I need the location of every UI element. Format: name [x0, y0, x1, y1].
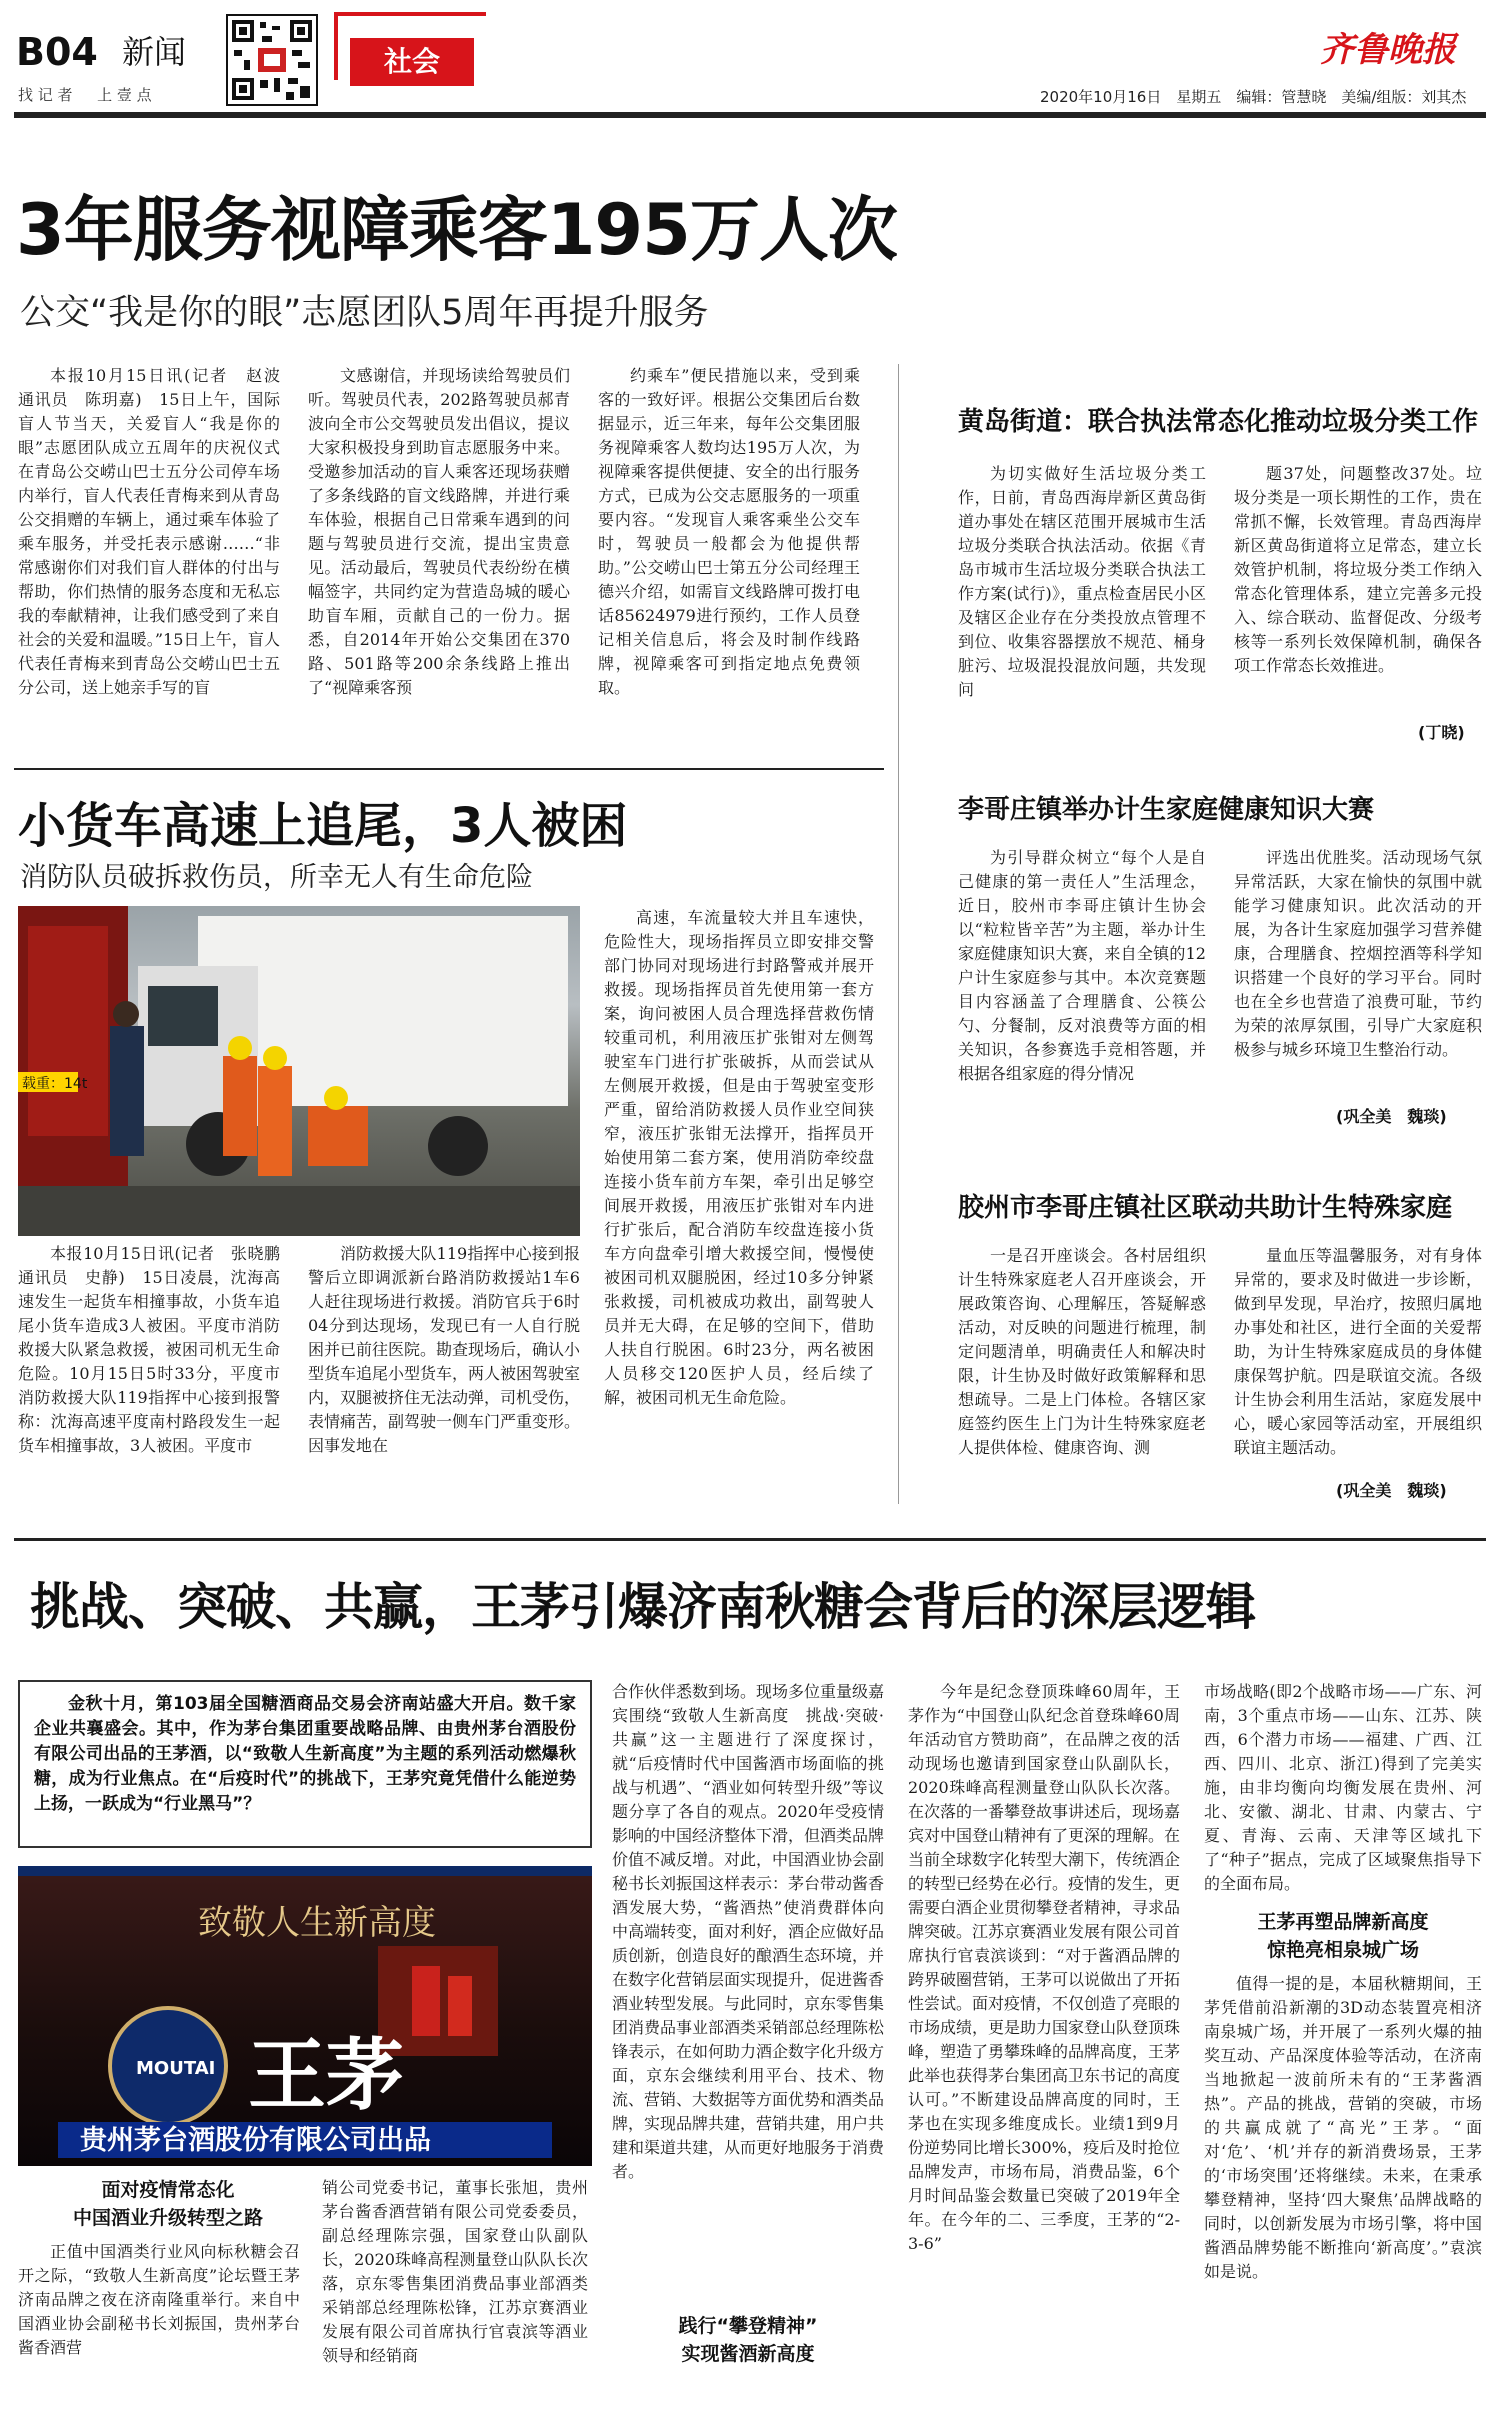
article6-col3: 今年是纪念登顶珠峰60周年，王茅作为“中国登山队纪念首登珠峰60周年活动官方赞助商”，在品牌之夜的活动现场也邀请到国家登山队副队长，2020珠峰高程测量登山队队长次落。在次落的一番攀登故事讲述后，现场嘉宾对中国登山精神有了更深的理解。在当前全球数字化转型大潮下，传统酒企的转型已经势在必行。疫情的发生，更需要白酒企业贯彻攀登者精神，寻求品牌突破。江苏京赛酒业发展有限公司首席执行官袁滨谈到：“对于酱酒品牌的跨界破圈营销，王茅可以说做出了开拓性尝试。面对疫情，不仅创造了亮眼的市场成绩，更是助力国家登山队登顶珠峰，塑造了勇攀珠峰的品牌高度，王茅此举也获得茅台集团高卫东书记的高度认可。”不断建设品牌高度的同时，王茅也在实现多维度成长。业绩1到9月份逆势同比增长300%，疫后及时抢位品牌发声，市场布局，消费品鉴，6个月时间品鉴会数量已突破了2019年全年。在今年的二、三季度，王茅的“2-3-6”	[908, 1682, 1181, 2253]
article4-col1: 为引导群众树立“每个人是自己健康的第一责任人”生活理念，近日，胶州市李哥庄镇计生协会以“粒粒皆辛苦”为主题，举办计生家庭健康知识大赛，来自全镇的12户计生家庭参与其中。本次竞赛题目内容涵盖了合理膳食、公筷公勺、分餐制，反对浪费等方面的相关知识，各参赛选手竞相答题，并根据各组家庭的得分情况	[958, 848, 1206, 1083]
article5-headline: 胶州市李哥庄镇社区联动共助计生特殊家庭	[958, 1193, 1453, 1223]
article6-headline: 挑战、突破、共赢，王茅引爆济南秋糖会背后的深层逻辑	[30, 1578, 1255, 1636]
article6-sub1-text: 正值中国酒类行业风向标秋糖会召开之际，“致敬人生新高度”论坛暨王茅济南品牌之夜在济南隆重举行。来自中国酒业协会副秘书长刘振国，贵州茅台酱香酒营	[18, 2242, 300, 2357]
article2-col2: 题37处，问题整改37处。垃圾分类是一项长期性的工作，贵在常抓不懈，长效管理。青岛西海岸新区黄岛街道将立足常态，建立长效管护机制，将垃圾分类工作纳入常态化管理体系，建立完善多元投入、综合联动、监督促改、分级考核等一系列长效保障机制，确保各项工作常态长效推进。	[1234, 464, 1482, 675]
article5-credit: (巩全美 魏琰)	[1336, 1481, 1447, 1500]
article1-col3: 约乘车”便民措施以来，受到乘客的一致好评。根据公交集团后台数据显示，近三年来，每年公交集团服务视障乘客人数均达195万人次，为视障乘客提供便捷、安全的出行服务方式，已成为公交志愿服务的一项重要内容。“发现盲人乘客乘坐公交车时，驾驶员一般都会为他提供帮助。”公交崂山巴士第五分公司经理王德兴介绍，如需盲文线路牌可拨打电话85624979进行预约，工作人员登记相关信息后，将会及时制作线路牌，视障乘客可到指定地点免费领取。	[598, 366, 860, 697]
article6-col4: 值得一提的是，本届秋糖期间，王茅凭借前沿新潮的3D动态装置亮相济南泉城广场，并开展了一系列火爆的抽奖互动、产品深度体验等活动，在济南当地掀起一波前所未有的“王茅酱酒热”。产品的挑战，营销的突破，市场的共赢成就了“高光”王茅。“面对‘危’、‘机’并存的新消费场景，王茅的‘市场突围’还将继续。未来，在秉承攀登精神，坚持‘四大聚焦’品牌战略的同时，以创新发展为市场引擎，将中国酱酒品牌势能不断推向‘新高度’。”袁滨如是说。	[1204, 1974, 1482, 2281]
date-line: 2020年10月16日 星期五 编辑：管慧晓 美编/组版：刘其杰	[1040, 88, 1467, 106]
feature-rule	[14, 1538, 1486, 1541]
column-tag: 社会	[350, 38, 474, 86]
article2-credit: (丁晓)	[1418, 723, 1465, 742]
svg-text:MOUTAI: MOUTAI	[136, 2058, 216, 2079]
article2-headline: 黄岛街道：联合执法常态化推动垃圾分类工作	[958, 407, 1479, 437]
article2-col1: 为切实做好生活垃圾分类工作，日前，青岛西海岸新区黄岛街道办事处在辖区范围开展城市生活垃圾分类联合执法活动。依据《青岛市城市生活垃圾分类联合执法工作方案(试行)》，重点检查居民小区及辖区企业存在分类投放点管理不到位、收集容器摆放不规范、桶身脏污、垃圾混投混放问题，共发现问	[958, 464, 1206, 699]
article4-credit: (巩全美 魏琰)	[1336, 1107, 1447, 1126]
photo-brand-text: 王茅	[248, 2030, 405, 2121]
article6-sub3: 王茅再塑品牌新高度 惊艳亮相泉城广场	[1257, 1911, 1429, 1961]
article6-col4-top: 市场战略(即2个战略市场——广东、河南，3个重点市场——山东、江苏、陕西，6个潜力市场——福建、广西、江西、四川、北京、浙江)得到了完美实施，由非均衡向均衡发展在贵州、河北、安徽、湖北、甘肃、内蒙古、宁夏、青海、云南、天津等区域扎下了“种子”据点，完成了区域聚焦指导下的全面布局。	[1204, 1682, 1482, 1893]
article6-sub1: 面对疫情常态化 中国酒业升级转型之路	[72, 2179, 263, 2229]
article6-intro-box	[18, 1680, 592, 1848]
article1-headline: 3年服务视障乘客195万人次	[16, 189, 897, 271]
article6-sub2: 践行“攀登精神” 实现酱酒新高度	[678, 2315, 818, 2365]
page-number: B04	[16, 30, 98, 74]
column-divider	[898, 364, 899, 1504]
photo-banner-text: 致敬人生新高度	[198, 1903, 436, 1943]
photo-company-text: 贵州茅台酒股份有限公司出品	[80, 2125, 431, 2156]
article4-headline: 李哥庄镇举办计生家庭健康知识大赛	[958, 795, 1375, 825]
article5-col2: 量血压等温馨服务，对有身体异常的，要求及时做进一步诊断，做到早发现，早治疗，按照归属地办事处和社区，进行全面的关爱帮助，为计生特殊家庭成员的身体健康保驾护航。四是联谊交流。各级计生协会利用生活站，家庭发展中心，暖心家园等活动室，开展组织联谊主题活动。	[1234, 1246, 1482, 1457]
slogan: 找 记 者 上 壹 点	[18, 86, 152, 104]
accident-photo	[18, 906, 580, 1236]
article1-col2: 文感谢信，并现场读给驾驶员们听。驾驶员代表，202路驾驶员郝青波向全市公交驾驶员发出倡议，提议大家积极投身到助盲志愿服务中来。受邀参加活动的盲人乘客还现场获赠了多条线路的盲文线路牌，并进行乘车体验，根据自己日常乘车遇到的问题与驾驶员进行交流，提出宝贵意见。活动最后，驾驶员代表纷纷在横幅签字，共同约定为营造岛城的暖心助盲车厢，贡献自己的一份力。据悉，自2014年开始公交集团在370路、501路等200余条线路上推出了“视障乘客预	[308, 366, 570, 697]
article1-col1: 本报10月15日讯(记者 赵波 通讯员 陈玥嘉) 15日上午，国际盲人节当天，关爱盲人“我是你的眼”志愿团队成立五周年的庆祝仪式在青岛公交崂山巴士五分公司停车场内举行，盲人代表任青梅来到从青岛公交捐赠的车辆上，通过乘车体验了乘车服务，并受托表示感谢……“非常感谢你们对我们盲人群体的付出与帮助，你们热情的服务态度和无私忘我的奉献精神，让我们感受到了来自社会的关爱和温暖。”15日上午，盲人代表任青梅来到青岛公交崂山巴士五分公司，送上她亲手写的盲	[18, 366, 297, 697]
article6-col2-top: 销公司党委书记，董事长张旭，贵州茅台酱香酒营销有限公司党委委员，副总经理陈宗强，国家登山队副队长，2020珠峰高程测量登山队队长次落，京东零售集团消费品事业部酒类采销部总经理陈松锋，江苏京赛酒业发展有限公司首席执行官袁滨等酒业领导和经销商	[322, 2178, 588, 2365]
article5-col1: 一是召开座谈会。各村居组织计生特殊家庭老人召开座谈会，开展政策咨询、心理解压，答疑解惑活动，对反映的问题进行梳理，制定问题清单，明确责任人和解决时限，计生协及时做好政策解释和思想疏导。二是上门体检。各辖区家庭签约医生上门为计生特殊家庭老人提供体检、健康咨询、测	[958, 1246, 1206, 1457]
article3-headline: 小货车高速上追尾，3人被困	[18, 798, 628, 854]
article3-col2: 消防救援大队119指挥中心接到报警后立即调派新台路消防救援站1车6人赶往现场进行救援。消防官兵于6时04分到达现场，发现已有一人自行脱困并已前往医院。勘查现场后，确认小型货车追尾小型货车，两人被困驾驶室内，双腿被挤住无法动弹，司机受伤，表情痛苦，副驾驶一侧车门严重变形。因事发地在	[308, 1244, 581, 1455]
truck-load-label: 载重：14t	[22, 1076, 88, 1092]
article3-subhead: 消防队员破拆救伤员，所幸无人有生命危险	[20, 862, 533, 893]
section-name: 新闻	[122, 33, 187, 71]
masthead-rule	[14, 112, 1486, 118]
article1-subhead: 公交“我是你的眼”志愿团队5周年再提升服务	[20, 293, 709, 333]
article6-intro: 金秋十月，第103届全国糖酒商品交易会济南站盛大开启。数千家企业共襄盛会。其中，作为茅台集团重要战略品牌、由贵州茅台酒股份有限公司出品的王茅酒，以“致敬人生新高度”为主题的系列活动燃爆秋糖，成为行业焦点。在“后疫时代”的挑战下，王茅究竟凭借什么能逆势上扬，一跃成为“行业黑马”？	[34, 1694, 576, 1814]
article3-col1: 本报10月15日讯(记者 张晓鹏 通讯员 史静) 15日凌晨，沈海高速发生一起货车相撞事故，小货车追尾小货车造成3人被困。平度市消防救援大队紧急救援，被困司机无生命危险。10月15日5时33分，平度市消防救援大队119指挥中心接到报警称：沈海高速平度南村路段发生一起货车相撞事故，3人被困。平度市	[18, 1244, 297, 1455]
article3-col3: 高速，车流量较大并且车速快，危险性大，现场指挥员立即安排交警部门协同对现场进行封路警戒并展开救援。现场指挥员首先使用第一套方案，询问被困人员合理选择营救伤情较重司机，利用液压扩张钳对左侧驾驶室车门进行扩张破拆，从而尝试从左侧展开救援，但是由于驾驶室变形严重，留给消防救援人员作业空间狭窄，液压扩张钳无法撑开，指挥员开始使用第二套方案，使用消防牵绞盘连接小货车前方车架，牵引出足够空间展开救援，用液压扩张钳对车内进行扩张后，配合消防车绞盘连接小货车方向盘牵引增大救援空间，慢慢使被困司机双腿脱困，经过10多分钟紧张救援，司机被成功救出，副驾驶人员并无大碍，在足够的空间下，借助人扶自行脱困。6时23分，两名被困人员移交120医护人员，经后续了解，被困司机无生命危险。	[604, 908, 874, 1407]
article6-col2: 合作伙伴悉数到场。现场多位重量级嘉宾围绕“致敬人生新高度 挑战·突破·共赢”这一主题进行了深度探讨，就“后疫情时代中国酱酒市场面临的挑战与机遇”、“酒业如何转型升级”等议题分享了各自的观点。2020年受疫情影响的中国经济整体下滑，但酒类品牌价值不减反增。对此，中国酒业协会副秘书长刘振国这样表示：茅台带动酱香酒发展大势，“酱酒热”使消费群体向中高端转变，面对利好，酒企应做好品质创新，创造良好的酿酒生态环境，并在数字化营销层面实现提升，促进酱香酒业转型发展。与此同时，京东零售集团消费品事业部酒类采销部总经理陈松锋表示，在如何助力酒企数字化升级方面，京东会继续利用平台、技术、物流、营销、大数据等方面优势和酒类品牌，实现品牌共建，营销共建，用户共建和渠道共建，从而更好地服务于消费者。	[612, 1682, 885, 2181]
paper-logo: 齐鲁晚报	[1320, 30, 1456, 70]
article4-col2: 评选出优胜奖。活动现场气氛异常活跃，大家在愉快的氛围中就能学习健康知识。此次活动的开展，为各计生家庭加强学习营养健康，合理膳食、控烟控酒等科学知识搭建一个良好的学习平台。同时也在全乡也营造了浪费可耻，节约为荣的浓厚氛围，引导广大家庭积极参与城乡环境卫生整治行动。	[1234, 848, 1482, 1059]
qr-code-icon[interactable]	[226, 14, 318, 106]
feature-photo	[18, 1866, 592, 2166]
section-rule	[14, 768, 884, 770]
